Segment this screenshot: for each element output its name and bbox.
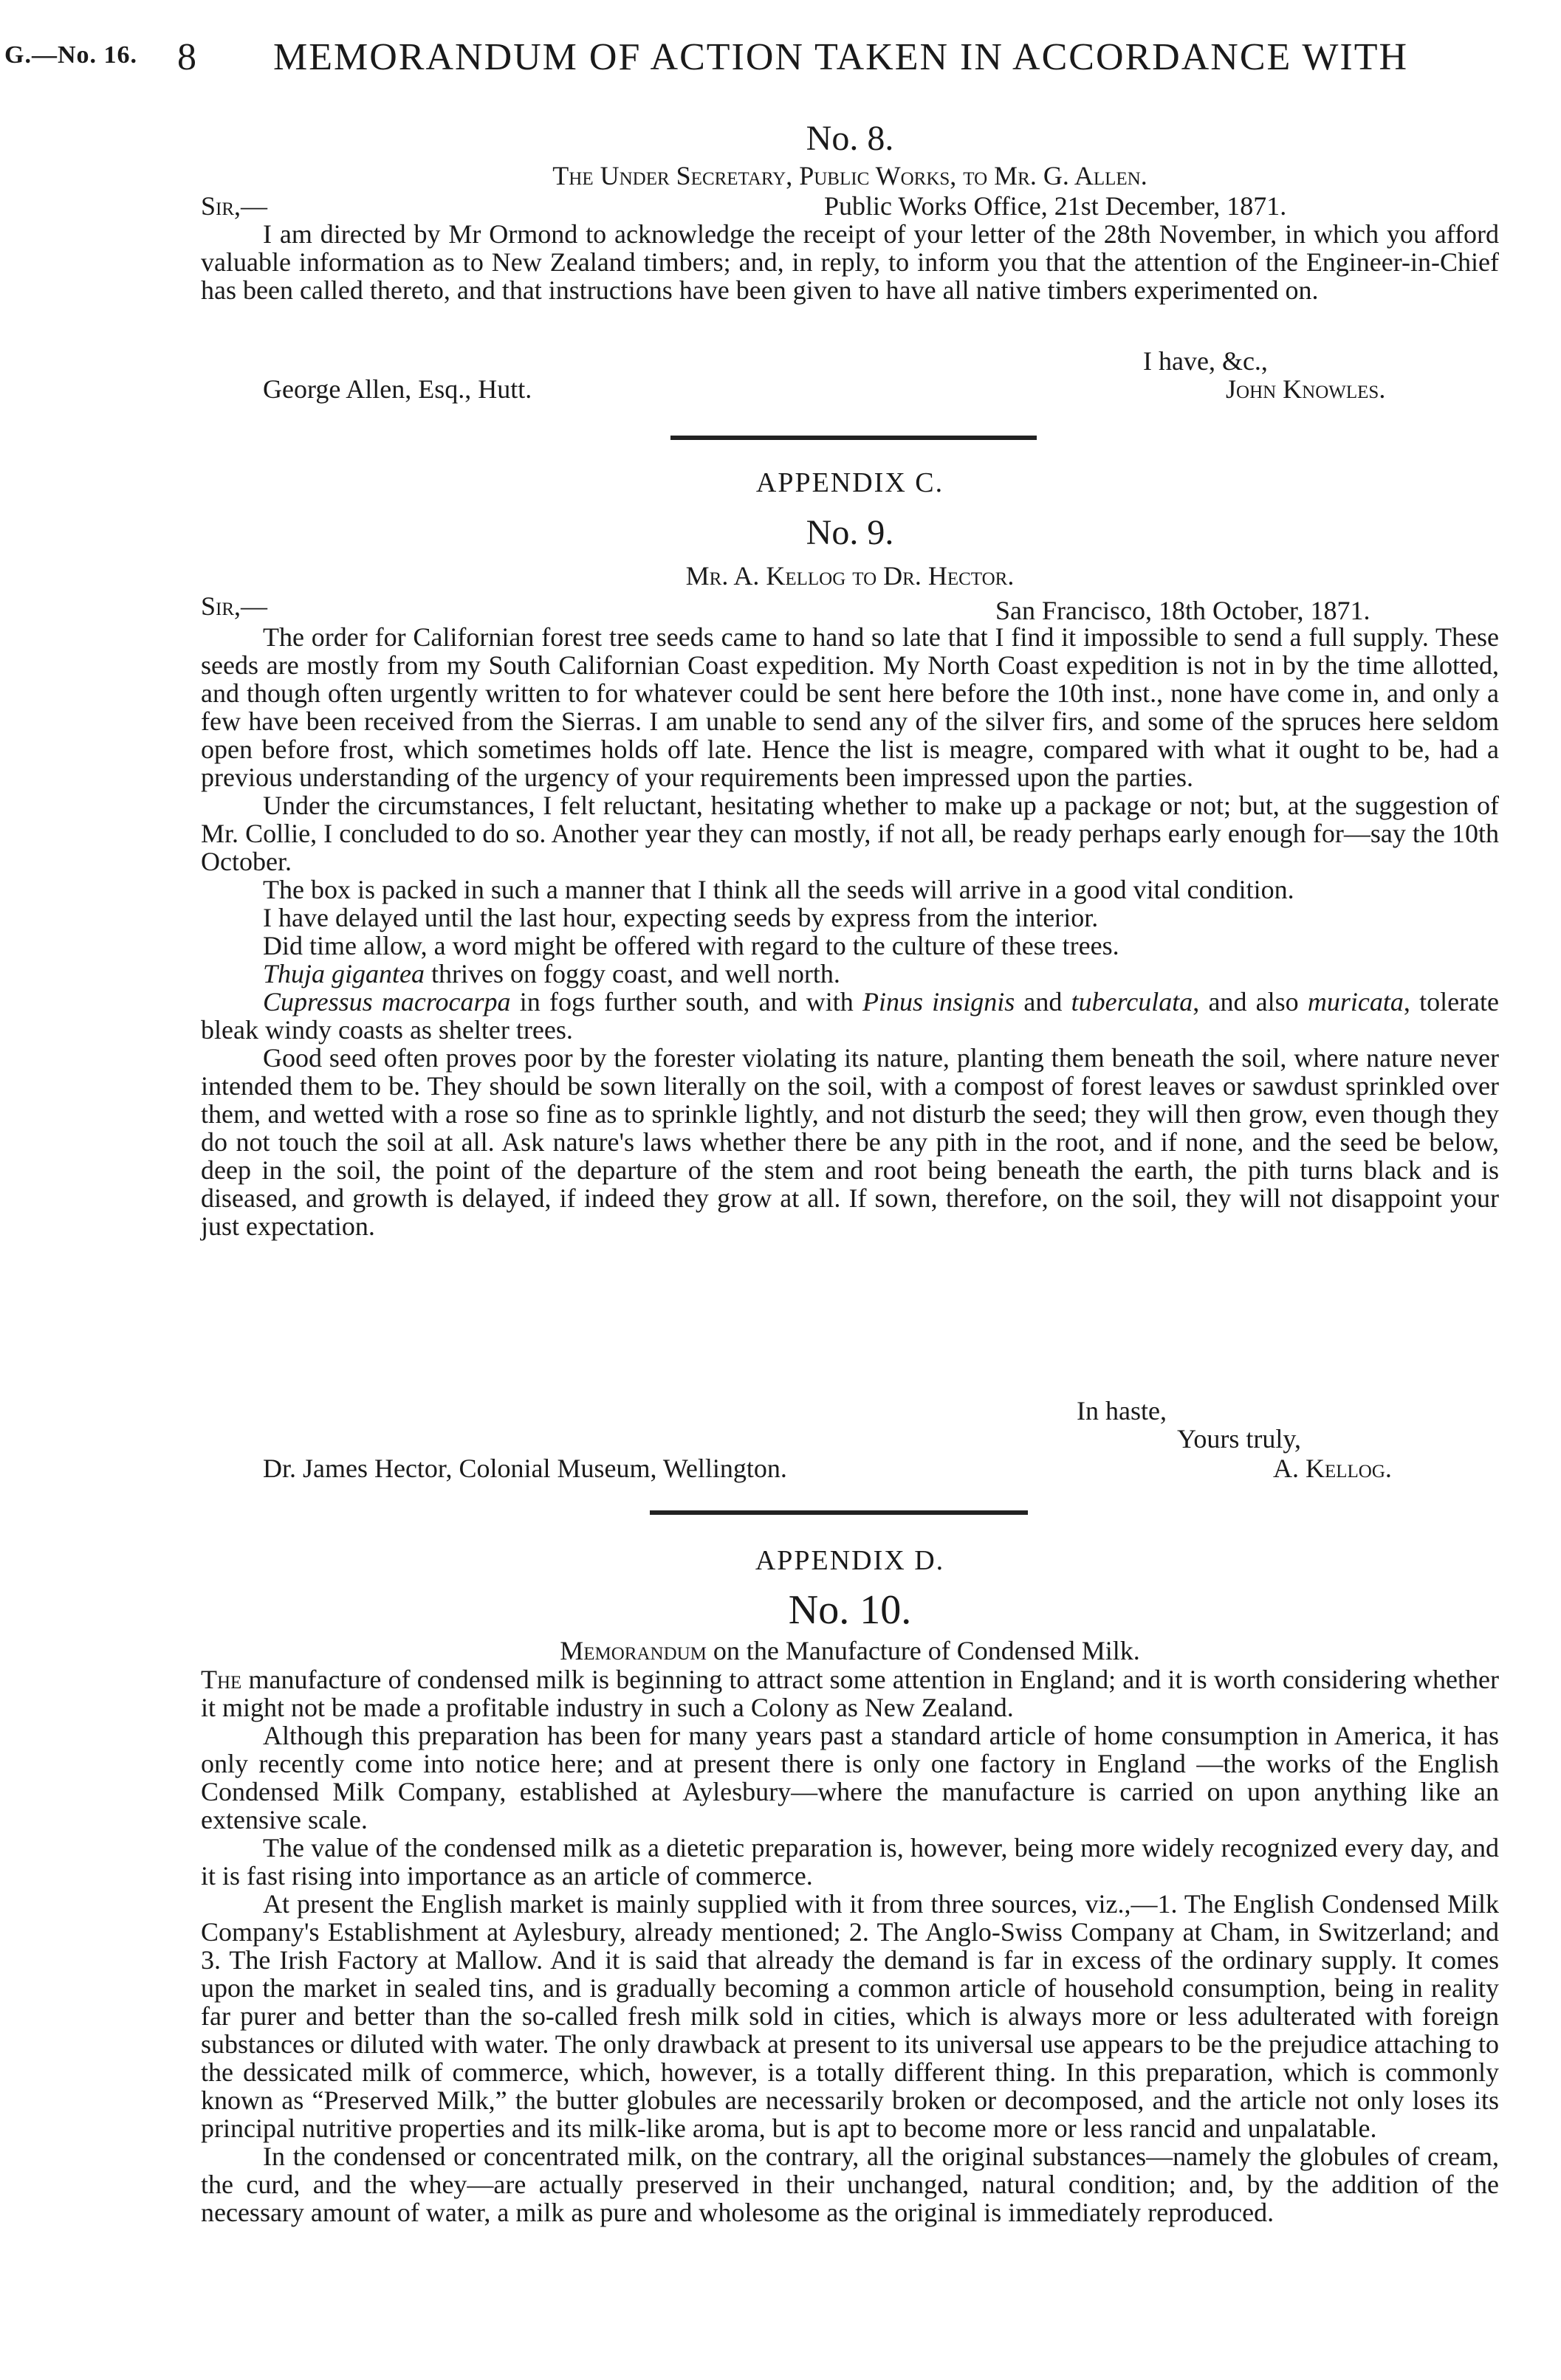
memo10-heading: Memorandum on the Manufacture of Condensed Milk. xyxy=(560,1636,1140,1665)
page-number: 8 xyxy=(177,36,196,78)
letter8-signature: John Knowles. xyxy=(1226,374,1386,404)
letter8-heading: The Under Secretary, Public Works, to Mr. G. Allen. xyxy=(552,161,1147,190)
paragraph: Although this preparation has been for many years past a standard article of home consumption in America, it has only recently come into notice here; and at present there is only one factory in England —the works of the English Condensed Milk Company, established at Aylesbury—where the manufacture is carried on upon anything like an extensive scale. xyxy=(201,1721,1499,1834)
letter8-place-date: Public Works Office, 21st December, 1871. xyxy=(824,191,1287,221)
letter8-closing: I have, &c., xyxy=(1143,346,1268,376)
paragraph: Cupressus macrocarpa in fogs further south, and with Pinus insignis and tuberculata, and also muricata, tolerate bleak windy coasts as shelter trees. xyxy=(201,987,1500,1045)
letter9-salutation: Sir,— xyxy=(201,591,268,621)
running-header xyxy=(0,35,1561,87)
memo10-body xyxy=(201,1665,1499,2226)
appendix-d-label: APPENDIX D. xyxy=(755,1545,945,1576)
letter8-body: I am directed by Mr Ormond to acknowledge the receipt of your letter of the 28th November, in which you afford valuable information as to New Zealand timbers; and, in reply, to inform you that the attention of the Engineer-in-Chief has been called thereto, and that instructions have been given to have all native timbers experimented on. xyxy=(201,219,1499,305)
species-name: tuberculata xyxy=(1071,987,1193,1017)
letter9-closing-2: Yours truly, xyxy=(1177,1424,1302,1454)
paragraph: Did time allow, a word might be offered with regard to the culture of these trees. xyxy=(263,931,1119,960)
paragraph: The order for Californian forest tree seeds came to hand so late that I find it impossible to send a full supply. These seeds are mostly from my South Californian Coast expedition. My North Coast expedition is not in by the time allotted, and though often urgently written to for whatever could be sent here before the 10th inst., none have come in, and only a few have been received from the Sierras. I am unable to send any of the silver firs, and some of the spruces here seldom open before frost, which sometimes holds off late. Hence the list is meagre, compared with what it ought to be, had a previous understanding of the urgency of your requirements been impressed upon the parties. xyxy=(201,622,1499,792)
paper-reference: G.—No. 16. xyxy=(4,41,137,69)
paragraph: The box is packed in such a manner that I think all the seeds will arrive in a good vital condition. xyxy=(263,875,1294,904)
running-title: MEMORANDUM OF ACTION TAKEN IN ACCORDANCE WITH xyxy=(273,36,1409,78)
letter9-place-date: San Francisco, 18th October, 1871. xyxy=(995,596,1370,625)
letter8-addressee: George Allen, Esq., Hutt. xyxy=(263,374,532,404)
appendix-c-label: APPENDIX C. xyxy=(755,467,944,498)
letter9-body xyxy=(201,623,1499,1240)
letter9-signature: A. Kellog. xyxy=(1273,1454,1392,1483)
section-divider xyxy=(670,436,1037,440)
species-name: muricata xyxy=(1307,987,1404,1017)
letter8-salutation: Sir,— xyxy=(201,191,268,221)
letter9-number: No. 9. xyxy=(806,513,894,552)
paragraph: Good seed often proves poor by the forester violating its nature, planting them beneath the soil, where nature never intended them to be. They should be sown literally on the soil, with a compost of forest leaves or sawdust sprinkled over them, and wetted with a rose so fine as to sprinkle lightly, and not disturb the seed; they will then grow, even though they do not touch the soil at all. Ask nature's laws whether there be any pith in the root, and if none, and the seed be below, deep in the soil, the point of the departure of the stem and root being beneath the earth, the pith turns black and is diseased, and growth is delayed, if indeed they grow at all. If sown, therefore, on the soil, they will not disappoint your just expectation. xyxy=(201,1043,1499,1241)
paragraph: At present the English market is mainly supplied with it from three sources, viz.,—1. The English Condensed Milk Company's Establishment at Aylesbury, already mentioned; 2. The Anglo-Swiss Company at Cham, in Switzerland; and 3. The Irish Factory at Mallow. And it is said that already the demand is far in excess of the ordinary supply. It comes upon the market in sealed tins, and is gradually becoming a common article of household consumption, being in reality far purer and better than the so-called fresh milk sold in cities, which is always more or less adulterated with foreign substances or diluted with water. The only drawback at present to its universal use appears to be the prejudice attaching to the dessicated milk of commerce, which, however, is a totally different thing. In this preparation, which is commonly known as “Preserved Milk,” the butter globules are necessarily broken or decomposed, and the article not only loses its principal nutritive properties and its milk-like aroma, but is apt to become more or less rancid and unpalatable. xyxy=(201,1889,1499,2143)
letter9-heading: Mr. A. Kellog to Dr. Hector. xyxy=(685,561,1015,591)
section-divider xyxy=(650,1510,1028,1515)
paragraph: The value of the condensed milk as a dietetic preparation is, however, being more widely recognized every day, and it is fast rising into importance as an article of commerce. xyxy=(201,1833,1499,1891)
paragraph: Under the circumstances, I felt reluctant, hesitating whether to make up a package or not; but, at the suggestion of Mr. Collie, I concluded to do so. Another year they can mostly, if not all, be ready perhaps early enough for—say the 10th October. xyxy=(201,791,1499,876)
paragraph: In the condensed or concentrated milk, on the contrary, all the original substances—namely the globules of cream, the curd, and the whey—are actually preserved in their unchanged, natural condition; and, by the addition of the necessary amount of water, a milk as pure and wholesome as the original is immediately reproduced. xyxy=(201,2142,1499,2227)
paragraph: Thuja gigantea thrives on foggy coast, and well north. xyxy=(263,959,840,988)
paragraph: I have delayed until the last hour, expecting seeds by express from the interior. xyxy=(263,903,1099,932)
memo10-number: No. 10. xyxy=(788,1587,912,1633)
species-name: Cupressus macrocarpa xyxy=(263,987,511,1017)
letter9-addressee: Dr. James Hector, Colonial Museum, Wellington. xyxy=(263,1454,787,1483)
letter9-closing-1: In haste, xyxy=(1077,1396,1167,1425)
species-name: Pinus insignis xyxy=(862,987,1015,1017)
letter8-number: No. 8. xyxy=(806,119,894,158)
paragraph: The manufacture of condensed milk is beginning to attract some attention in England; and it is worth considering whether it might not be made a profitable industry in such a Colony as New Zealand. xyxy=(201,1665,1499,1722)
species-name: Thuja gigantea xyxy=(263,959,425,988)
